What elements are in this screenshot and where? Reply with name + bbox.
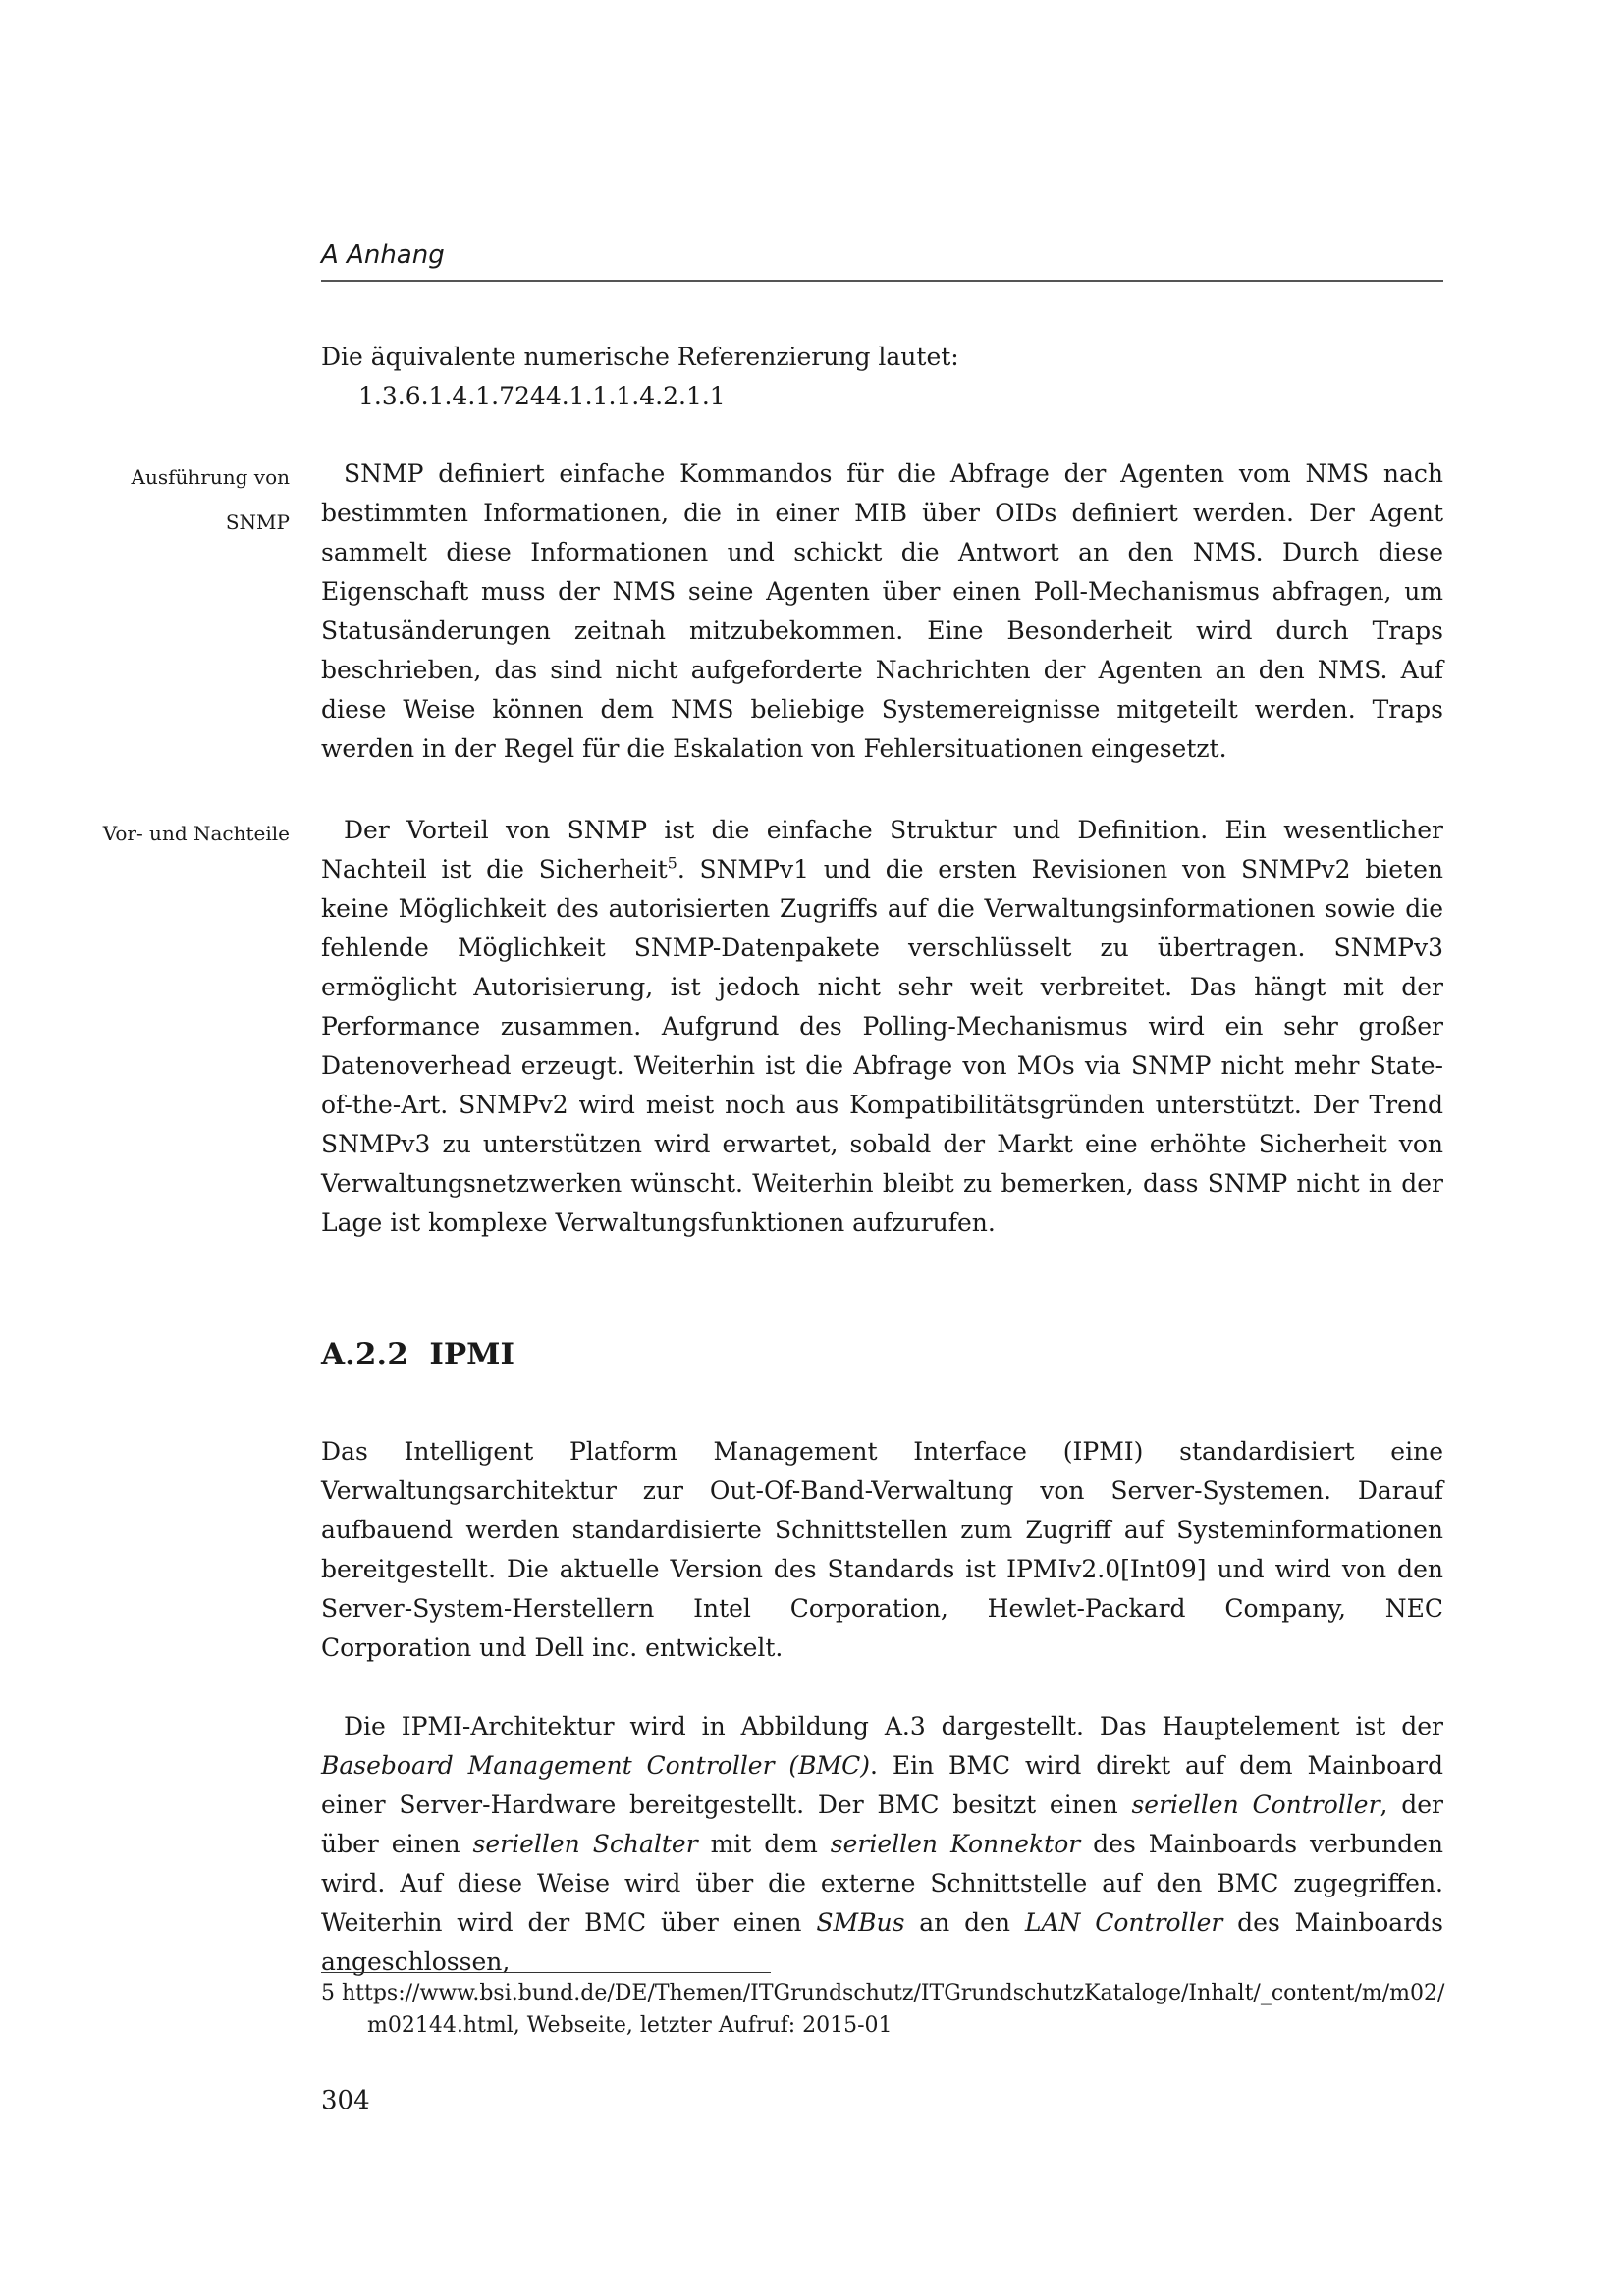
footnote-url[interactable]: https://www.bsi.bund.de/DE/Themen/ITGrundschutz/ITGrundschutzKataloge/Inhalt/_content/m/m02/	[342, 1981, 1445, 2005]
term-lan-controller: LAN Controller	[1024, 1908, 1223, 1937]
term-bmc: Baseboard Management Controller (BMC)	[321, 1751, 871, 1780]
snmp-execution-paragraph-block	[321, 454, 1443, 769]
intro-line: Die äquivalente numerische Referenzierung lautet:	[321, 343, 959, 371]
ipmi-paragraph-1: Das Intelligent Platform Management Interface (IPMI) standardisiert eine Verwaltungsarchitektur zur Out-Of-Band-Verwaltung von Server-Systemen. Darauf aufbauend werden standardisierte Schnittstellen zum Zugriff auf Systeminformationen bereitgestellt. Die aktuelle Version des Standards ist IPMIv2.0[Int09] und wird von den Server-System-Herstellern Intel Corporation, Hewlet-Packard Company, NEC Corporation und Dell inc. entwickelt.	[321, 1437, 1443, 1662]
margin-note-line: Ausführung von	[131, 465, 290, 489]
term-serial-connector: seriellen Konnektor	[830, 1830, 1081, 1858]
pros-cons-paragraph	[321, 811, 1443, 1243]
term-serial-switch: seriellen Schalter	[472, 1830, 698, 1858]
text-run: des Mainboards angeschlossen,	[321, 1908, 1443, 1976]
running-head: A Anhang	[321, 240, 445, 270]
footnote-reference[interactable]: 5	[667, 853, 677, 873]
text-run: , der über einen	[321, 1790, 1443, 1858]
text-run: mit dem	[697, 1830, 831, 1858]
footnote-url-continuation: m02144.html, Webseite, letzter Aufruf: 2015-01	[367, 2013, 893, 2038]
footnote	[321, 1977, 1489, 2042]
footnote-rule	[321, 1972, 771, 1973]
section-heading	[321, 1335, 514, 1374]
pros-cons-paragraph-block	[321, 811, 1443, 1243]
header-rule	[321, 280, 1443, 282]
pros-cons-text-a: Der Vorteil von SNMP ist die einfache Struktur und Definition. Ein wesentlicher Nachteil ist die Sicherheit	[321, 816, 1443, 883]
page-number: 304	[321, 2086, 370, 2115]
ipmi-paragraph-2	[321, 1707, 1443, 1982]
ipmi-paragraph-2-block	[321, 1707, 1443, 1982]
text-run: . Ein BMC wird direkt auf dem Mainboard einer Server-Hardware bereitgestellt. Der BMC besitzt einen	[321, 1751, 1444, 1819]
snmp-execution-paragraph: SNMP definiert einfache Kommandos für die Abfrage der Agenten vom NMS nach bestimmten Informationen, die in einer MIB über OIDs definiert werden. Der Agent sammelt diese Informationen und schickt die Antwort an den NMS. Durch diese Eigenschaft muss der NMS seine Agenten über einen Poll-Mechanismus abfragen, um Statusänderungen zeitnah mitzubekommen. Eine Besonderheit wird durch Traps beschrieben, das sind nicht aufgeforderte Nachrichten der Agenten an den NMS. Auf diese Weise können dem NMS beliebige Systemereignisse mitgeteilt werden. Traps werden in der Regel für die Eskalation von Fehlersituationen eingesetzt.	[321, 459, 1443, 763]
section-title: IPMI	[429, 1337, 515, 1372]
pros-cons-text-b: . SNMPv1 und die ersten Revisionen von SNMPv2 bieten keine Möglichkeit des autorisierten Zugriffs auf die Verwaltungsinformationen sowie die fehlende Möglichkeit SNMP-Datenpakete verschlüsselt zu übertragen. SNMPv3 ermöglicht Autorisierung, ist jedoch nicht sehr weit verbreitet. Das hängt mit der Performance zusammen. Aufgrund des Polling-Mechanismus wird ein sehr großer Datenoverhead erzeugt. Weiterhin ist die Abfrage von MOs via SNMP nicht mehr State-of-the-Art. SNMPv2 wird meist noch aus Kompatibilitätsgründen unterstützt. Der Trend SNMPv3 zu unterstützen wird erwartet, sobald der Markt eine erhöhte Sicherheit von Verwaltungsnetzwerken wünscht. Weiterhin bleibt zu bemerken, dass SNMP nicht in der Lage ist komplexe Verwaltungsfunktionen aufzurufen.	[321, 855, 1443, 1237]
ipmi-paragraph-1-block	[321, 1432, 1443, 1668]
text-run: des Mainboards verbunden wird. Auf diese Weise wird über die externe Schnittstelle auf den BMC zugegriffen. Weiterhin wird der BMC über einen	[321, 1830, 1443, 1937]
term-serial-controller: seriellen Controller	[1131, 1790, 1380, 1819]
margin-note-snmp-execution	[59, 454, 290, 545]
margin-note-line: SNMP	[225, 510, 290, 534]
oid-reference: 1.3.6.1.4.1.7244.1.1.1.4.2.1.1	[358, 382, 726, 410]
intro-block	[321, 338, 1443, 416]
footnote-marker: 5	[321, 1981, 335, 2005]
margin-note-pros-cons: Vor- und Nachteile	[102, 822, 290, 845]
section-number: A.2.2	[321, 1337, 408, 1372]
term-smbus: SMBus	[816, 1908, 905, 1937]
text-run: an den	[904, 1908, 1025, 1937]
text-run: Die IPMI-Architektur wird in Abbildung A.3 dargestellt. Das Hauptelement ist der	[344, 1712, 1443, 1740]
